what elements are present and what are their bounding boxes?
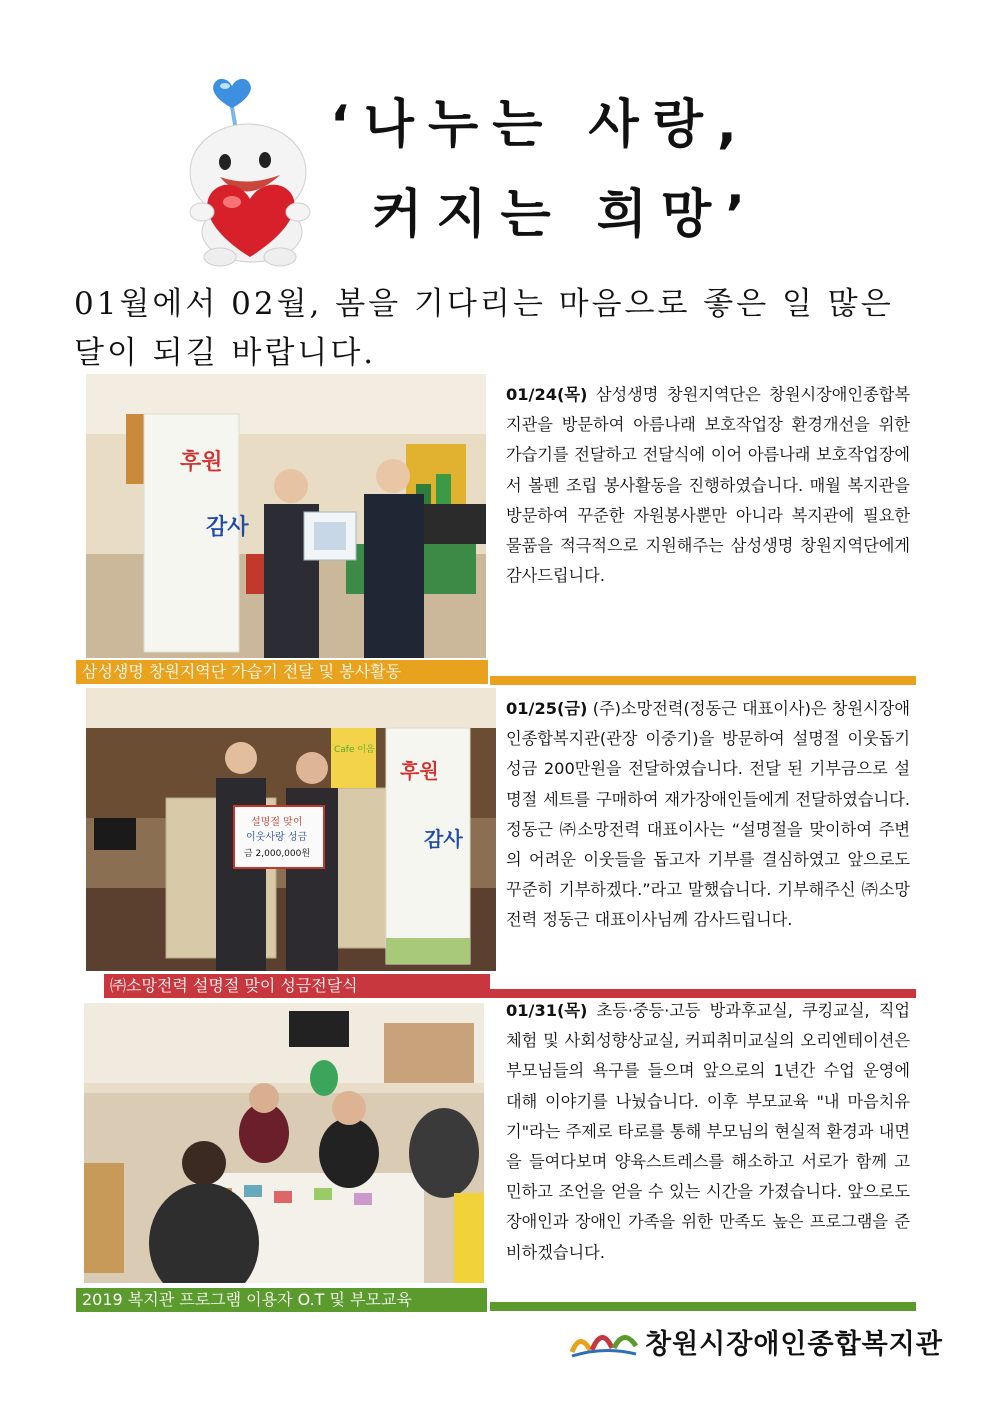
caption-article-1: 삼성생명 창원지역단 가습기 전달 및 봉사활동 [76,660,488,684]
board-line-1: 설명절 맞이 [251,817,303,828]
page-title-line-1: ‘나누는 사랑, [330,95,751,155]
caption-article-3: 2019 복지관 프로그램 이용자 O.T 및 부모교육 [76,1288,487,1312]
caption-article-2: ㈜소망전력 설명절 맞이 성금전달식 [104,974,490,998]
article-1-text [506,380,910,591]
photo-parent-education [84,1003,484,1283]
article-3-body: 초등·중등·고등 방과후교실, 쿠킹교실, 직업체험 및 사회성향상교실, 커피취미교실의 오리엔테이션은 부모님들의 욕구를 들으며 앞으로의 1년간 수업 운영에 대해 이야기를 나눴습니다. 이후 부모교육 "내 마음치유기"라는 주제로 타로를 통해 부모님의 현실적 환경과 내면을 들여다보며 양육스트레스를 해소하고 서로가 함께 고민하고 조언을 얻을 수 있는 시간을 가졌습니다. 앞으로도 장애인과 장애인 가족을 위한 만족도 높은 프로그램을 준비하겠습니다. [506,1001,910,1262]
article-3-text [506,996,910,1268]
photo-somang-donation [86,688,496,971]
article-2-text [506,694,910,936]
banner-text-huwon-2: 후원 [400,759,439,783]
article-3-date: 01/31(목) [506,1001,588,1020]
article-1-body: 삼성생명 창원지역단은 창원시장애인종합복지관을 방문하여 아름나래 보호작업장 환경개선을 위한 가습기를 전달하고 전달식에 이어 아름나래 보호작업장에서 볼펜 조립 봉사활동을 진행하였습니다. 매월 복지관을 방문하여 꾸준한 자원봉사뿐만 아니라 복지관에 필요한 물품을 적극적으로 지원해주는 삼성생명 창원지역단에게 감사드립니다. [506,385,910,586]
divider-article-3 [490,1302,916,1311]
banner-text-gamsa: 감사 [206,515,249,540]
banner-text-huwon: 후원 [180,450,223,475]
intro-text-line-1: 01월에서 02월, 봄을 기다리는 마음으로 좋은 일 많은 [74,286,894,322]
board-amount: 금 2,000,000원 [244,849,311,859]
board-line-2: 이웃사랑 성금 [246,832,308,843]
org-logo-icon [568,1322,640,1362]
mascot-heart-illustration [180,72,330,267]
intro-text-line-2: 달이 되길 바랍니다. [74,335,377,371]
photo-samsung-life-donation [86,374,486,658]
divider-article-1 [490,676,916,685]
article-1-date: 01/24(목) [506,385,588,404]
banner-text-gamsa-2: 감사 [424,827,463,851]
article-2-body: (주)소망전력(정동근 대표이사)은 창원시장애인종합복지관(관장 이중기)을 방문하여 설명절 이웃돕기 성금 200만원을 전달하였습니다. 전달 된 기부금으로 설명절 세트를 구매하여 재가장애인들에게 전달하였습니다. 정동근 ㈜소망전력 대표이사는 “설명절을 맞이하여 주변의 어려운 이웃들을 돕고자 기부를 결심하였고 앞으로도 꾸준히 기부하겠다.”라고 말했습니다. 기부해주신 ㈜소망전력 정동근 대표이사님께 감사드립니다. [506,699,910,930]
cafe-sign: Cafe 이음 [334,745,375,755]
page-title-line-2: 커지는 희망’ [372,185,760,245]
org-name: 창원시장애인종합복지관 [645,1329,943,1360]
article-2-date: 01/25(금) [506,699,588,718]
